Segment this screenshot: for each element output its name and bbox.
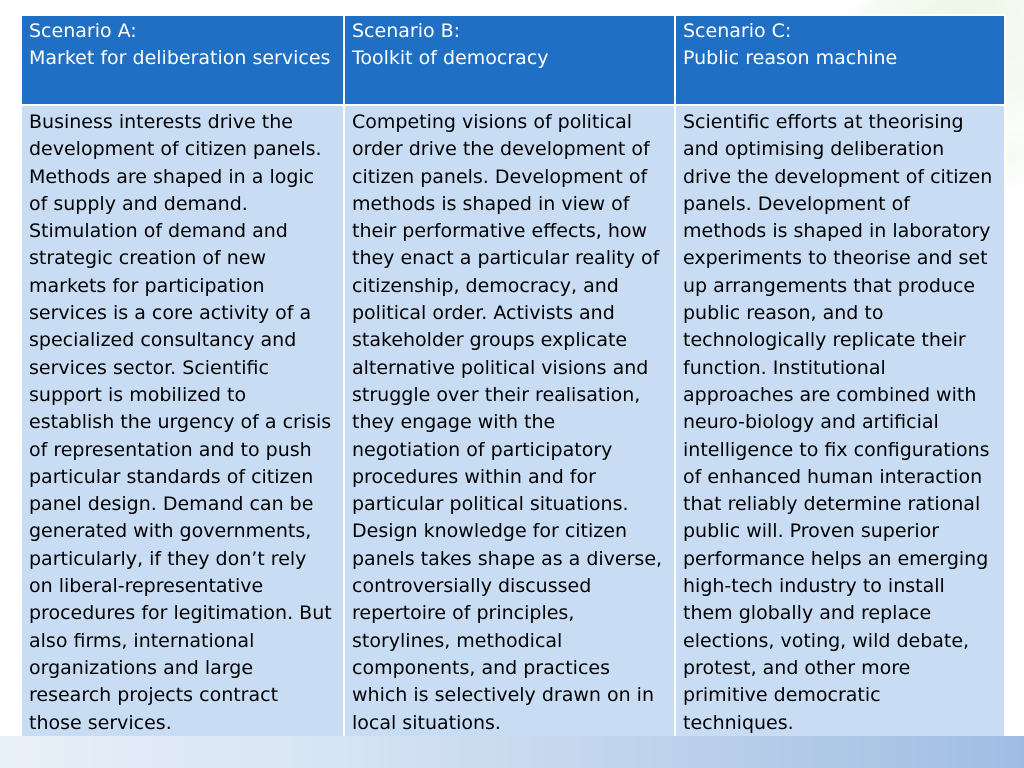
footer-gradient-bar — [0, 736, 1024, 768]
header-scenario-c-label: Scenario C: — [683, 20, 792, 42]
header-scenario-b — [344, 15, 675, 105]
header-scenario-c — [675, 15, 1005, 105]
cell-scenario-b — [344, 105, 675, 738]
cell-scenario-a — [21, 105, 344, 738]
header-scenario-b-label: Scenario B: — [352, 20, 461, 42]
cell-scenario-b-text: Competing visions of political order drive the development of citizen panels. Development of methods is shaped in view of their performative effects, how they enact a particular reality of citizenship, democracy, and political order. Activists and stakeholder groups explicate alternative political visions and struggle over their realisation, they engage with the negotiation of participatory procedures within and for particular political situations. Design knowledge for citizen panels takes shape as a diverse, controversially discussed repertoire of principles, storylines, methodical components, and practices which is selectively drawn on in local situations. — [352, 111, 663, 734]
header-scenario-a-title: Market for deliberation services — [29, 47, 331, 69]
header-scenario-a-label: Scenario A: — [29, 20, 137, 42]
header-scenario-c-title: Public reason machine — [683, 47, 898, 69]
header-scenario-a — [21, 15, 344, 105]
scenario-table — [20, 14, 1006, 739]
header-row — [21, 15, 1005, 105]
cell-scenario-a-text: Business interests drive the development of citizen panels. Methods are shaped in a logic of supply and demand. Stimulation of demand and strategic creation of new markets for participation services is a core activity of a specialized consultancy and services sector. Scientific support is mobilized to establish the urgency of a crisis of representation and to push particular standards of citizen panel design. Demand can be generated with governments, particularly, if they don’t rely on liberal-representative procedures for legitimation. But also firms, international organizations and large research projects contract those services. — [29, 111, 332, 734]
cell-scenario-c-text: Scientific efforts at theorising and optimising deliberation drive the development of citizen panels. Development of methods is shaped in laboratory experiments to theorise and set up arrangements that produce public reason, and to technologically replicate their function. Institutional approaches are combined with neuro-biology and artificial intelligence to fix configurations of enhanced human interaction that reliably determine rational public will. Proven superior performance helps an emerging high-tech industry to install them globally and replace elections, voting, wild debate, protest, and other more primitive democratic techniques. — [683, 111, 993, 734]
cell-scenario-c — [675, 105, 1005, 738]
body-row — [21, 105, 1005, 738]
header-scenario-b-title: Toolkit of democracy — [352, 47, 549, 69]
